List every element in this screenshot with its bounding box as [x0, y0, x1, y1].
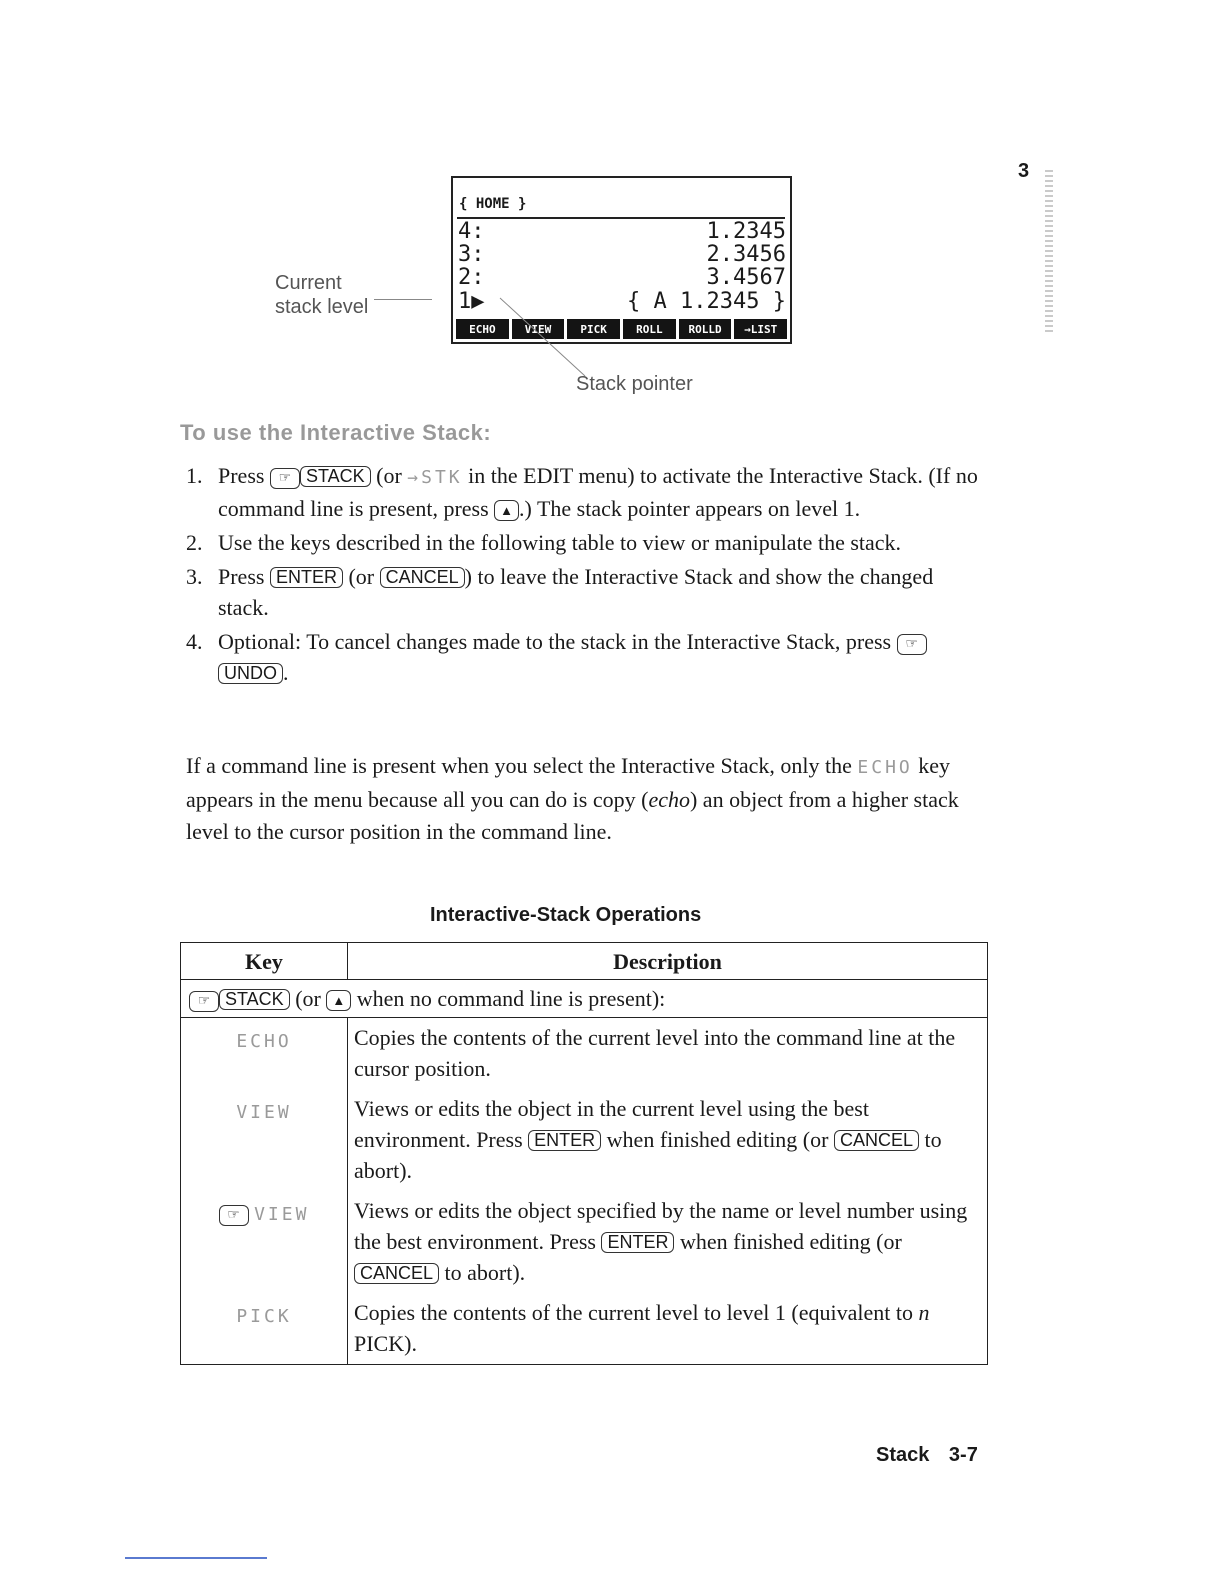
key-cell [181, 1293, 348, 1365]
right-shift-key-icon: ☞ [219, 1205, 249, 1226]
stack-key: STACK [219, 989, 290, 1010]
desc-cell [348, 1293, 988, 1365]
desc-cell [348, 1191, 988, 1293]
level-value: 2.3456 [706, 242, 786, 267]
step-text: Use the keys described in the following table to view or manipulate the stack. [218, 530, 902, 555]
step-number: 4. [186, 629, 203, 654]
stack-pointer-callout: Stack pointer [576, 373, 693, 395]
span-text: (or [289, 986, 327, 1011]
level-label: 1▶ [458, 289, 485, 314]
step-number: 2. [186, 530, 203, 555]
desc-text: when finished editing (or [674, 1229, 902, 1254]
desc-text: Views or edits the object in the current level using the best environment. Press [354, 1096, 869, 1152]
section-heading: To use the Interactive Stack: [180, 420, 492, 445]
right-shift-key-icon: ☞ [270, 468, 300, 489]
span-cell [181, 980, 988, 1018]
column-header-description: Description [348, 943, 988, 980]
step-text: in the EDIT menu) to activate the Interactive Stack. (If no command line is present, press [218, 463, 978, 521]
stack-level-3 [458, 242, 786, 267]
desc-cell [348, 1089, 988, 1191]
step-text: (or [342, 564, 380, 589]
softkey-roll[interactable]: ROLL [623, 319, 676, 339]
step-text: Optional: To cancel changes made to the stack in the Interactive Stack, press [218, 629, 897, 654]
to-stk-softkey: →STK [407, 467, 463, 488]
table-header-row [181, 943, 988, 980]
step-text: Press [218, 463, 270, 488]
screen-header: { HOME } [459, 196, 527, 212]
softkey-to-list[interactable]: →LIST [734, 319, 787, 339]
page-footer: Stack 3-7 [876, 1444, 978, 1466]
level-value: 1.2345 [706, 219, 786, 244]
command-line-paragraph [186, 750, 986, 848]
undo-key: UNDO [218, 663, 283, 684]
step-text: . [283, 660, 289, 685]
desc-text: Views or edits the object specified by the name or level number using the best environment. Press [354, 1198, 968, 1254]
desc-emphasis: n [918, 1300, 930, 1325]
softkey-echo[interactable]: ECHO [456, 319, 509, 339]
right-shift-key-icon: ☞ [189, 991, 219, 1012]
up-arrow-key-icon: ▲ [494, 500, 519, 521]
level-value: 3.4567 [706, 265, 786, 290]
table-row [181, 1191, 988, 1293]
cancel-key: CANCEL [354, 1263, 439, 1284]
enter-key: ENTER [528, 1130, 601, 1151]
key-cell [181, 1018, 348, 1090]
level-label: 3: [458, 242, 485, 267]
cancel-key: CANCEL [834, 1130, 919, 1151]
callout-line-1: Current [275, 272, 342, 294]
key-cell [181, 1089, 348, 1191]
desc-text: to abort). [354, 1127, 942, 1183]
up-arrow-key-icon: ▲ [326, 990, 351, 1011]
pick-softkey: PICK [236, 1306, 292, 1327]
desc-text: when finished editing (or [601, 1127, 834, 1152]
softkey-rolld[interactable]: ROLLD [679, 319, 732, 339]
step-text: .) The stack pointer appears on level 1. [519, 496, 861, 521]
step-number: 1. [186, 463, 203, 488]
enter-key: ENTER [601, 1232, 674, 1253]
desc-cell: Copies the contents of the current level into the command line at the cursor position. [348, 1018, 988, 1090]
chapter-tab: 3 [1018, 160, 1030, 182]
footer-rule [125, 1557, 267, 1559]
table-title: Interactive-Stack Operations [430, 904, 702, 926]
view-softkey: VIEW [236, 1102, 292, 1123]
level-label: 4: [458, 219, 485, 244]
desc-text: PICK). [354, 1331, 417, 1356]
cancel-key: CANCEL [380, 567, 465, 588]
step-text: ) to leave the Interactive Stack and show the changed stack. [218, 564, 934, 620]
step-1 [186, 460, 986, 524]
paragraph-text: If a command line is present when you select the Interactive Stack, only the [186, 753, 858, 778]
stack-pointer-leader-line [490, 290, 600, 382]
table-row [181, 1018, 988, 1090]
step-3 [186, 561, 986, 623]
step-text: (or [370, 463, 408, 488]
right-shift-key-icon: ☞ [897, 634, 927, 655]
current-stack-level-callout [275, 271, 368, 319]
echo-softkey: ECHO [857, 757, 913, 778]
span-text: when no command line is present): [351, 986, 666, 1011]
echo-softkey: ECHO [236, 1031, 292, 1052]
chapter-edge-marker [1045, 170, 1053, 335]
step-text: Press [218, 564, 270, 589]
key-cell [181, 1191, 348, 1293]
step-number: 3. [186, 564, 203, 589]
table-row [181, 1293, 988, 1365]
paragraph-text: key appears in the menu because all you can do is copy ( [186, 753, 951, 812]
softkey-pick[interactable]: PICK [567, 319, 620, 339]
level-label: 2: [458, 265, 485, 290]
table-row [181, 1089, 988, 1191]
current-level-leader-line [374, 299, 432, 300]
stack-level-2 [458, 265, 786, 290]
softkey-view[interactable]: VIEW [512, 319, 565, 339]
interactive-stack-operations-table [180, 942, 988, 1365]
step-4 [186, 626, 986, 688]
step-2 [186, 527, 986, 558]
view-softkey: VIEW [254, 1204, 310, 1225]
level-value: { A 1.2345 } [627, 289, 786, 314]
table-span-row [181, 980, 988, 1018]
callout-line-2: stack level [275, 296, 369, 318]
stack-key: STACK [300, 466, 371, 487]
paragraph-text: ) an object from a higher stack level to the cursor position in the command line. [186, 787, 959, 844]
desc-text: Copies the contents of the current level to level 1 (equivalent to [354, 1300, 919, 1325]
desc-text: to abort). [439, 1260, 526, 1285]
enter-key: ENTER [270, 567, 343, 588]
stack-level-4 [458, 219, 786, 244]
column-header-key: Key [181, 943, 348, 980]
paragraph-emphasis: echo [648, 787, 690, 812]
steps-list [186, 460, 986, 691]
